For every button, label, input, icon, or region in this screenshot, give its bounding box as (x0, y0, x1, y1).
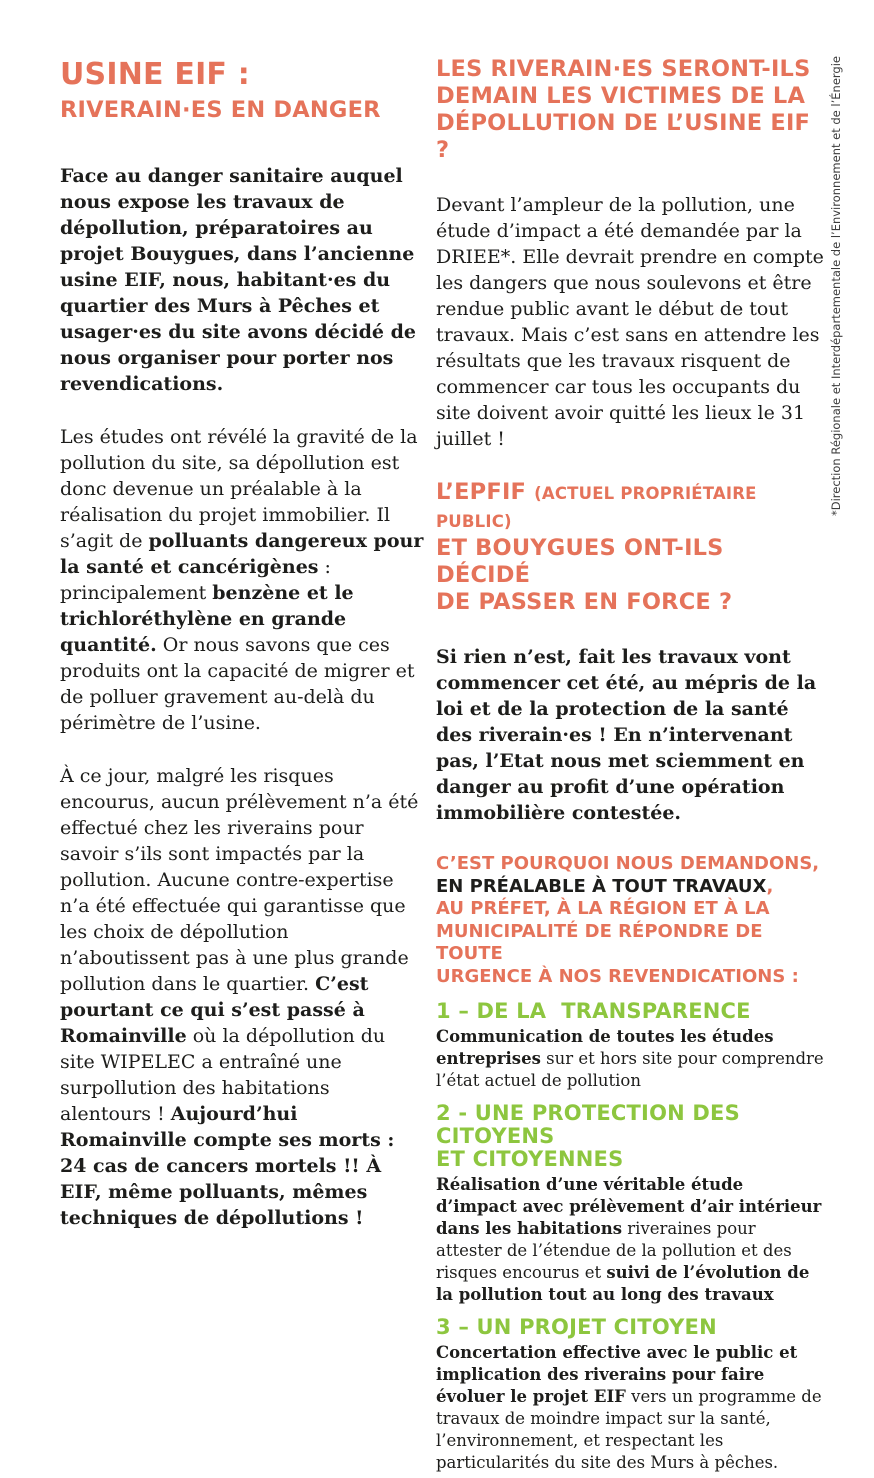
demand-body-2: Réalisation d’une véritable étude d’impact avec prélèvement d’air intérieur dans les habitations riveraines pour attester de l’étendue de la pollution et des risques encourus et suivi de l’évolution de la pollution tout au long des travaux (436, 1175, 828, 1304)
driee-paragraph: Devant l’ampleur de la pollution, une étude d’impact a été demandée par la DRIEE*. Elle devrait prendre en compte les dangers que nous soulevons et être rendue public avant le début de tout travaux. Mais c’est sans en attendre les résultats que les travaux risquent de commencer car tous les occupants du site doivent avoir quitté les lieux le 31 juillet ! (436, 194, 830, 450)
left-column (60, 57, 430, 1258)
demand-body-1: Communication de toutes les études entreprises sur et hors site pour comprendre l’état actuel de pollution (436, 1027, 829, 1090)
demand-heading-2: 2 - UNE PROTECTION DES CITOYENS ET CITOYENNES (436, 1101, 740, 1171)
driee-footnote-vertical: *Direction Régionale et Interdépartementale de l’Environnement et de l’Énergie (829, 56, 843, 516)
pollution-paragraph: Les études ont révélé la gravité de la pollution du site, sa dépollution est donc devenue un préalable à la réalisation du projet immobilier. Il s’agit de polluants dangereux pour la santé et cancérigènes : principalement benzène et le trichloréthylène en grande quantité. Or nous savons que ces produits ont la capacité de migrer et de polluer gravement au-delà du périmètre de l’usine. (60, 426, 430, 735)
risks-paragraph: À ce jour, malgré les risques encourus, aucun prélèvement n’a été effectué chez les riverains pour savoir s’ils sont impactés par la pollution. Aucune contre-expertise n’a été effectuée qui garantisse que les choix de dépollution n’aboutissent pas à une plus grande pollution dans le quartier. C’est pourtant ce qui s’est passé à Romainville où la dépollution du site WIPELEC a entraîné une surpollution des habitations alentours ! Aujourd’hui Romainville compte ses morts : 24 cas de cancers mortels !! À EIF, même polluants, mêmes techniques de dépollutions ! (60, 765, 425, 1230)
demand-item-1 (436, 999, 829, 1092)
demand-item-2 (436, 1101, 828, 1306)
demand-body-3: Concertation effective avec le public et implication des riverains pour faire évoluer le projet EIF vers un programme de travaux de moindre impact sur la santé, l’environnement, et respectant les particularités du site des Murs à pêches. (436, 1343, 827, 1472)
intro-paragraph: Face au danger sanitaire auquel nous expose les travaux de dépollution, préparatoires au projet Bouygues, dans l’ancienne usine EIF, nous, habitant·es du quartier des Murs à Pêches et usager·es du site avons décidé de nous organiser pour porter nos revendications. (60, 165, 423, 396)
demand-heading-3: 3 – UN PROJET CITOYEN (436, 1315, 717, 1339)
flyer-subtitle: RIVERAIN·ES EN DANGER (60, 96, 381, 123)
demands-intro: C’EST POURQUOI NOUS DEMANDONS, EN PRÉALABLE À TOUT TRAVAUX, AU PRÉFET, À LA RÉGION ET À LA MUNICIPALITÉ DE RÉPONDRE DE TOUTE URGENCE À NOS REVENDICATIONS : (436, 853, 820, 987)
passage-en-force-paragraph: Si rien n’est, fait les travaux vont commencer cet été, au mépris de la loi et de la protection de la santé des riverain·es ! En n’intervenant pas, l’Etat nous met sciemment en danger au profit d’une opération immobilière contestée. (436, 646, 823, 824)
right-column (436, 56, 830, 1478)
spacer (60, 122, 424, 163)
flyer-title: USINE EIF : (60, 57, 250, 92)
section-heading-victimes: LES RIVERAIN·ES SERONT-ILS DEMAIN LES VICTIMES DE LA DÉPOLLUTION DE L’USINE EIF ? (436, 56, 811, 163)
section-heading-epfif: L’EPFIF (ACTUEL PROPRIÉTAIRE PUBLIC) ET BOUYGUES ONT-ILS DÉCIDÉ DE PASSER EN FORCE ? (436, 479, 763, 615)
demand-heading-1: 1 – DE LA TRANSPARENCE (436, 999, 751, 1023)
demand-item-3 (436, 1315, 827, 1474)
